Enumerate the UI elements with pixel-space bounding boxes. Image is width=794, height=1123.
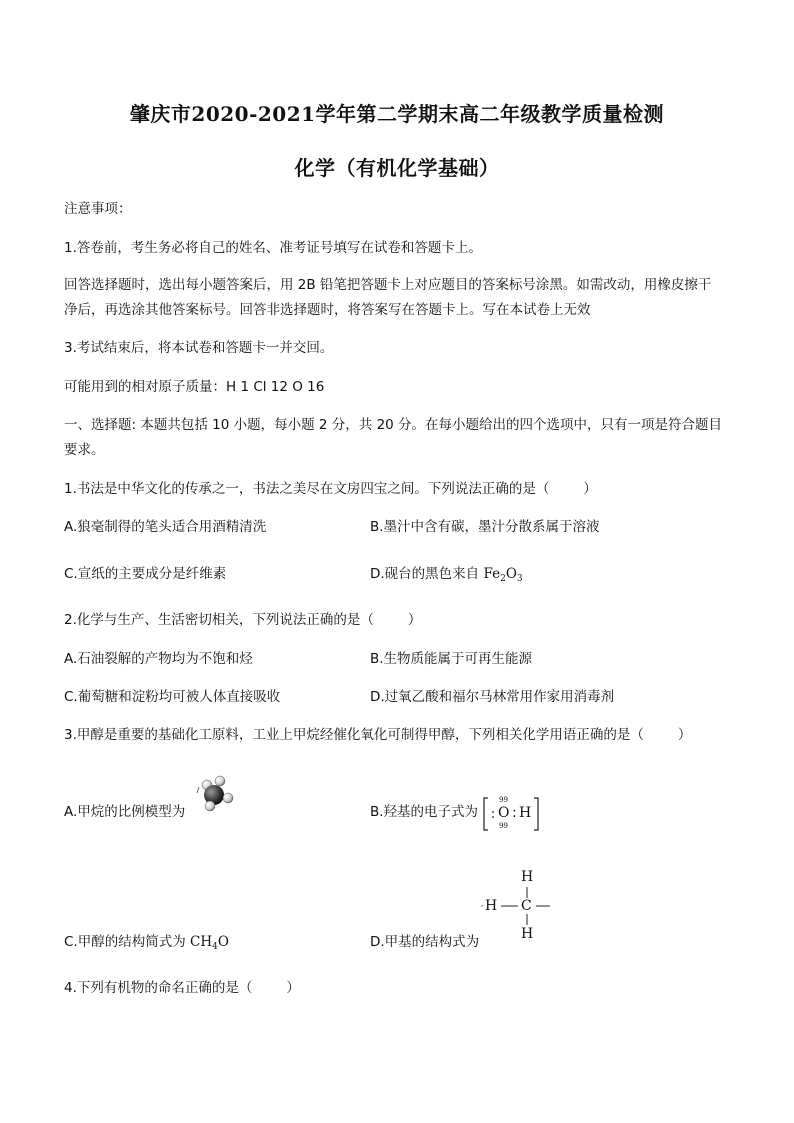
notes-item-2-line-2: 净后，再选涂其他答案标号。回答非选择题时，将答案写在答题卡上。写在本试卷上无效 bbox=[64, 302, 591, 318]
section-1-line-1: 一、选择题: 本题共包括 10 小题，每小题 2 分，共 20 分。在每小题给出的四个选项中，只有一项是符合题目 bbox=[64, 417, 723, 433]
atom-c: C bbox=[521, 898, 532, 914]
question-3-option-a: A.甲烷的比例模型为 bbox=[64, 804, 186, 820]
question-3-option-d: D.甲基的结构式为 bbox=[370, 934, 480, 950]
atom-h-left: H bbox=[485, 898, 498, 914]
question-3-option-c: C.甲醇的结构简式为 $CH_4O$ bbox=[64, 934, 229, 952]
notes-item-1: 1.答卷前，考生务必将自己的姓名、准考证号填写在试卷和答题卡上。 bbox=[64, 240, 482, 256]
question-1-stem: 1.书法是中华文化的传承之一，书法之美尽在文房四宝之间。下列说法正确的是（ ） bbox=[64, 481, 597, 497]
question-3-option-b: B.羟基的电子式为 bbox=[370, 804, 479, 820]
question-2-option-a: A.石油裂解的产物均为不饱和烃 bbox=[64, 651, 253, 667]
question-2-option-c: C.葡萄糖和淀粉均可被人体直接吸收 bbox=[64, 689, 281, 705]
question-4-stem: 4.下列有机物的命名正确的是（ ） bbox=[64, 980, 300, 996]
notes-item-2-line-1: 回答选择题时，选出每小题答案后，用 2B 铅笔把答题卡上对应题目的答案标号涂黑。如需改动，用橡皮擦干 bbox=[64, 277, 712, 293]
question-2-option-d: D.过氧乙酸和福尔马林常用作家用消毒剂 bbox=[370, 689, 615, 705]
atomic-mass-info: 可能用到的相对原子质量：H 1 Cl 12 O 16 bbox=[64, 379, 325, 395]
notes-item-3: 3.考试结束后，将本试卷和答题卡一并交回。 bbox=[64, 340, 334, 356]
hydroxyl-electron-formula bbox=[482, 796, 542, 832]
methyl-structural-formula bbox=[480, 868, 552, 942]
question-1-option-b: B.墨汁中含有碳，墨汁分散系属于溶液 bbox=[370, 519, 600, 535]
question-1-option-d: D.砚台的黑色来自 $Fe_2O_3$ bbox=[370, 566, 523, 584]
question-3-stem: 3.甲醇是重要的基础化工原料，工业上甲烷经催化氧化可制得甲醇，下列相关化学用语正确的是（ ） bbox=[64, 727, 692, 743]
electron-dots-bottom: 99 bbox=[499, 822, 508, 830]
electron-dots-top: 99 bbox=[499, 796, 508, 804]
section-1-line-2: 要求。 bbox=[64, 442, 105, 458]
electron-separator: : bbox=[512, 805, 517, 821]
electron-symbol-h: H bbox=[519, 805, 532, 821]
atom-h-bottom: H bbox=[521, 926, 534, 942]
methane-space-filling-model bbox=[193, 773, 238, 813]
electron-symbol-o: O bbox=[498, 805, 510, 821]
notes-heading: 注意事项： bbox=[64, 201, 132, 217]
question-1-option-c: C.宣纸的主要成分是纤维素 bbox=[64, 566, 227, 582]
exam-title: 肇庆市2020-2021学年第二学期末高二年级教学质量检测 bbox=[129, 102, 665, 126]
question-2-stem: 2.化学与生产、生活密切相关，下列说法正确的是（ ） bbox=[64, 612, 422, 628]
atom-h-top: H bbox=[521, 869, 534, 885]
question-1-option-a: A.狼毫制得的笔头适合用酒精清洗 bbox=[64, 519, 267, 535]
question-2-option-b: B.生物质能属于可再生能源 bbox=[370, 651, 533, 667]
exam-subtitle: 化学（有机化学基础） bbox=[294, 156, 500, 180]
